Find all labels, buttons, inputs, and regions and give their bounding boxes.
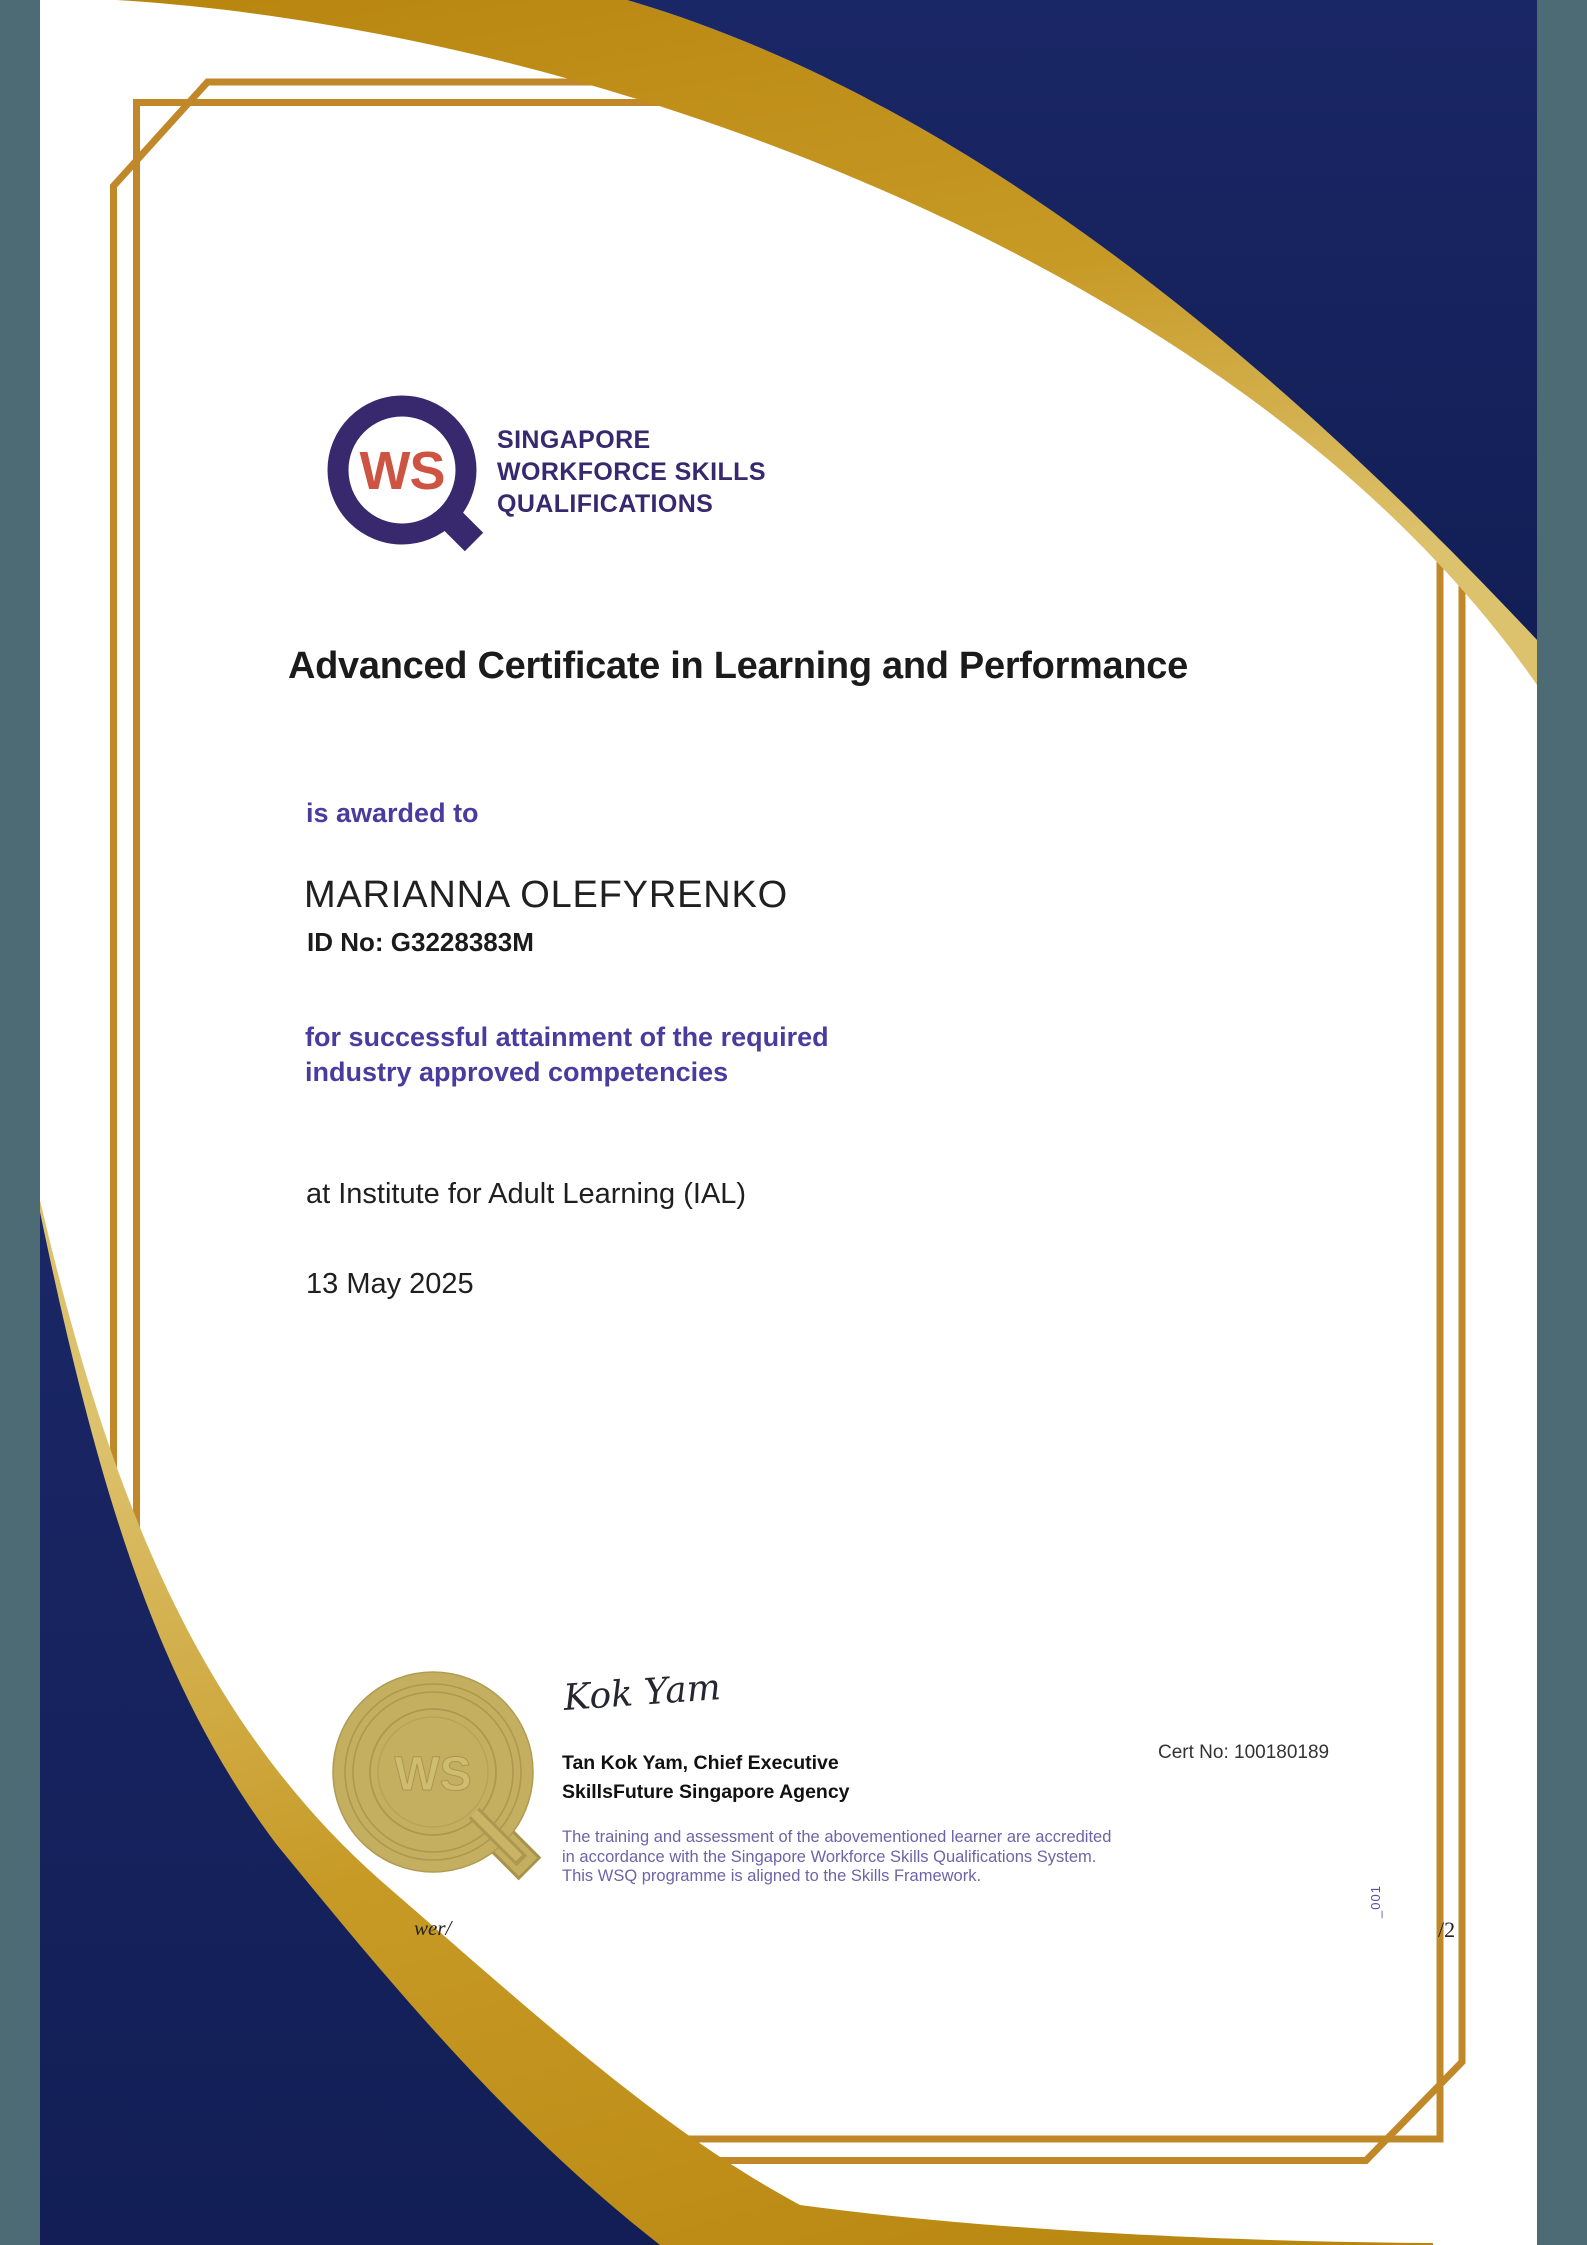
attainment-line2: industry approved competencies — [305, 1057, 729, 1087]
logo-wordmark-line3: QUALIFICATIONS — [497, 490, 714, 518]
accreditation-fine-print — [562, 1828, 1111, 1887]
institution-line: at Institute for Adult Learning (IAL) — [306, 1178, 747, 1210]
signatory-agency: SkillsFuture Singapore Agency — [562, 1781, 850, 1803]
attainment-statement — [305, 1020, 829, 1090]
recipient-name: MARIANNA OLEFYRENKO — [304, 874, 788, 916]
gold-seal — [322, 1662, 557, 1897]
fine-print-line3: This WSQ programme is aligned to the Skills Framework. — [562, 1867, 982, 1885]
fine-print-line2: in accordance with the Singapore Workforce Skills Qualifications System. — [562, 1847, 1097, 1866]
awarded-to-label: is awarded to — [306, 798, 479, 828]
seal-monogram: WS — [394, 1748, 472, 1801]
recipient-id: ID No: G3228383M — [307, 927, 534, 957]
certificate-number: Cert No: 100180189 — [1158, 1742, 1330, 1763]
fine-print-line1: The training and assessment of the abovementioned learner are accredited — [562, 1828, 1112, 1846]
wsq-logo — [318, 385, 503, 570]
page-indicator-fragment: /2 — [1438, 1917, 1456, 1942]
logo-wordmark-line1: SINGAPORE — [497, 426, 651, 454]
attainment-line1: for successful attainment of the required — [305, 1022, 829, 1052]
signatory-name-title: Tan Kok Yam, Chief Executive — [562, 1752, 839, 1774]
signature-script: Kok Yam — [562, 1667, 723, 1719]
certificate-title: Advanced Certificate in Learning and Performance — [288, 645, 1188, 687]
issue-date: 13 May 2025 — [306, 1268, 474, 1300]
logo-wordmark — [497, 424, 766, 520]
vertical-code-fragment: _001 — [1368, 1885, 1383, 1918]
logo-wordmark-line2: WORKFORCE SKILLS — [497, 458, 766, 486]
logo-monogram: WS — [359, 441, 445, 501]
cropped-left-text-fragment: wer/ — [414, 1916, 452, 1940]
